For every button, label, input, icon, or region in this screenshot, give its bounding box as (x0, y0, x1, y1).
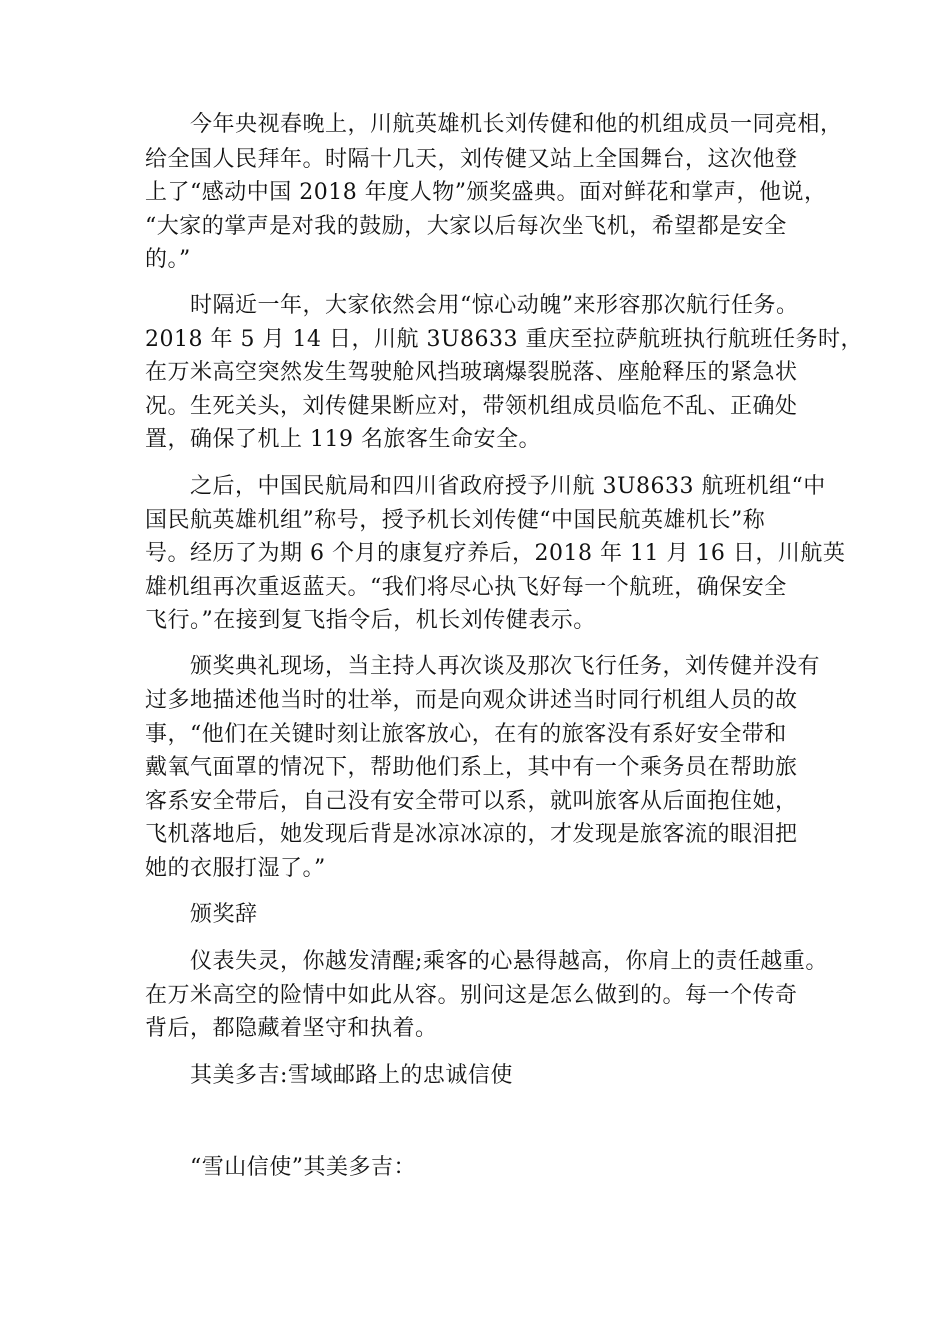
subheading-snow-mountain-messenger: “雪山信使”其美多吉： (145, 1155, 416, 1180)
paragraph-4-line-6: 飞机落地后，她发现后背是冰凉冰凉的，才发现是旅客流的眼泪把 (145, 822, 798, 847)
paragraph-2-line-4: 况。生死关头，刘传健果断应对，带领机组成员临危不乱、正确处 (145, 394, 798, 419)
paragraph-6-line-2: 在万米高空的险情中如此从容。别问这是怎么做到的。每一个传奇 (145, 983, 798, 1008)
paragraph-3-line-4: 雄机组再次重返蓝天。“我们将尽心执飞好每一个航班，确保安全 (145, 575, 787, 600)
paragraph-4-line-2: 过多地描述他当时的壮举，而是向观众讲述当时同行机组人员的故 (145, 688, 798, 713)
section-heading-qimeiduoji: 其美多吉:雪域邮路上的忠诚信使 (145, 1063, 513, 1088)
paragraph-2-line-5: 置，确保了机上 119 名旅客生命安全。 (145, 427, 541, 452)
paragraph-1-line-4: “大家的掌声是对我的鼓励，大家以后每次坐飞机，希望都是安全 (145, 214, 787, 239)
paragraph-6-line-3: 背后，都隐藏着坚守和执着。 (145, 1016, 438, 1041)
paragraph-6-line-1: 仪表失灵，你越发清醒;乘客的心悬得越高，你肩上的责任越重。 (145, 949, 828, 974)
paragraph-4-line-5: 客系安全带后，自己没有安全带可以系，就叫旅客从后面抱住她， (145, 789, 798, 814)
paragraph-1-line-3: 上了“感动中国 2018 年度人物”颁奖盛典。面对鲜花和掌声，他说， (145, 180, 827, 205)
paragraph-1-line-1: 今年央视春晚上，川航英雄机长刘传健和他的机组成员一同亮相， (145, 112, 843, 137)
paragraph-4-line-3: 事，“他们在关键时刻让旅客放心，在有的旅客没有系好安全带和 (145, 722, 787, 747)
paragraph-4-line-4: 戴氧气面罩的情况下，帮助他们系上，其中有一个乘务员在帮助旅 (145, 755, 798, 780)
paragraph-4-line-1: 颁奖典礼现场，当主持人再次谈及那次飞行任务，刘传健并没有 (145, 654, 821, 679)
paragraph-2-line-3: 在万米高空突然发生驾驶舱风挡玻璃爆裂脱落、座舱释压的紧急状 (145, 360, 798, 385)
paragraph-1-line-2: 给全国人民拜年。时隔十几天，刘传健又站上全国舞台，这次他登 (145, 147, 798, 172)
paragraph-3-line-5: 飞行。”在接到复飞指令后，机长刘传健表示。 (145, 608, 596, 633)
paragraph-4-line-7: 她的衣服打湿了。” (145, 856, 326, 881)
paragraph-2-line-1: 时隔近一年，大家依然会用“惊心动魄”来形容那次航行任务。 (145, 293, 799, 318)
paragraph-2-line-2: 2018 年 5 月 14 日，川航 3U8633 重庆至拉萨航班执行航班任务时， (145, 327, 863, 352)
paragraph-3-line-3: 号。经历了为期 6 个月的康复疗养后，2018 年 11 月 16 日，川航英 (145, 541, 846, 566)
award-speech-heading: 颁奖辞 (145, 902, 258, 927)
paragraph-3-line-1: 之后，中国民航局和四川省政府授予川航 3U8633 航班机组“中 (145, 474, 826, 499)
paragraph-1-line-5: 的。” (145, 247, 191, 272)
paragraph-3-line-2: 国民航英雄机组”称号，授予机长刘传健“中国民航英雄机长”称 (145, 508, 766, 533)
